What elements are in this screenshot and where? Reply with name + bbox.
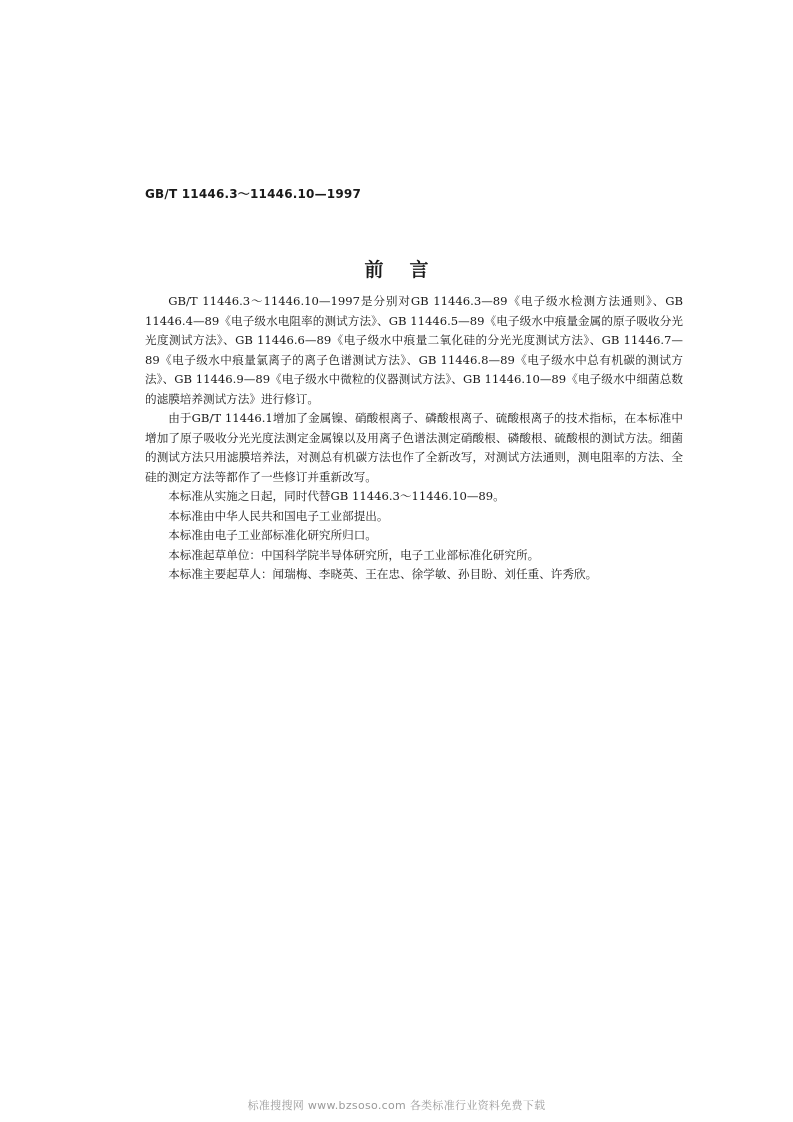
page-title: 前言	[364, 259, 455, 281]
standard-code-header: GB/T 11446.3～11446.10—1997	[145, 187, 362, 201]
paragraph-proposer: 本标准由中华人民共和国电子工业部提出。	[168, 508, 389, 523]
paragraph-changes: 由于GB/T 11446.1增加了金属镍、硝酸根离子、磷酸根离子、硫酸根离子的技术指标，在本标准中增加了原子吸收分光光度法测定金属镍以及用离子色谱法测定硝酸根、磷酸根、硫酸根的测试方法。细菌的测试方法只用滤膜培养法，对测总有机碳方法也作了全新改写，对测试方法通则，测电阻率的方法、全硅的测定方法等都作了一些修订并重新改写。	[145, 411, 683, 484]
paragraph-drafting-units: 本标准起草单位：中国科学院半导体研究所，电子工业部标准化研究所。	[168, 547, 540, 562]
preface-body	[145, 292, 683, 585]
paragraph-replacement: 本标准从实施之日起，同时代替GB 11446.3～11446.10—89。	[168, 489, 505, 503]
paragraph-revision-scope: GB/T 11446.3～11446.10—1997是分别对GB 11446.3—89《电子级水检测方法通则》、GB 11446.4—89《电子级水电阻率的测试方法》、GB 11446.5—89《电子级水中痕量金属的原子吸收分光光度测试方法》、GB 11446.6—89《电子级水中痕量二氧化硅的分光光度测试方法》、GB 11446.7—89《电子级水中痕量氯离子的离子色谱测试方法》、GB 11446.8—89《电子级水中总有机碳的测试方法》、GB 11446.9—89《电子级水中微粒的仪器测试方法》、GB 11446.10—89《电子级水中细菌总数的滤膜培养测试方法》进行修订。	[145, 294, 683, 406]
footer-watermark: 标准搜搜网 www.bzsoso.com 各类标准行业资料免费下载	[247, 1099, 546, 1112]
paragraph-drafters: 本标准主要起草人：闻瑞梅、李晓英、王在忠、徐学敏、孙目盼、刘任重、许秀欣。	[168, 567, 598, 581]
paragraph-centralized: 本标准由电子工业部标准化研究所归口。	[168, 528, 377, 542]
